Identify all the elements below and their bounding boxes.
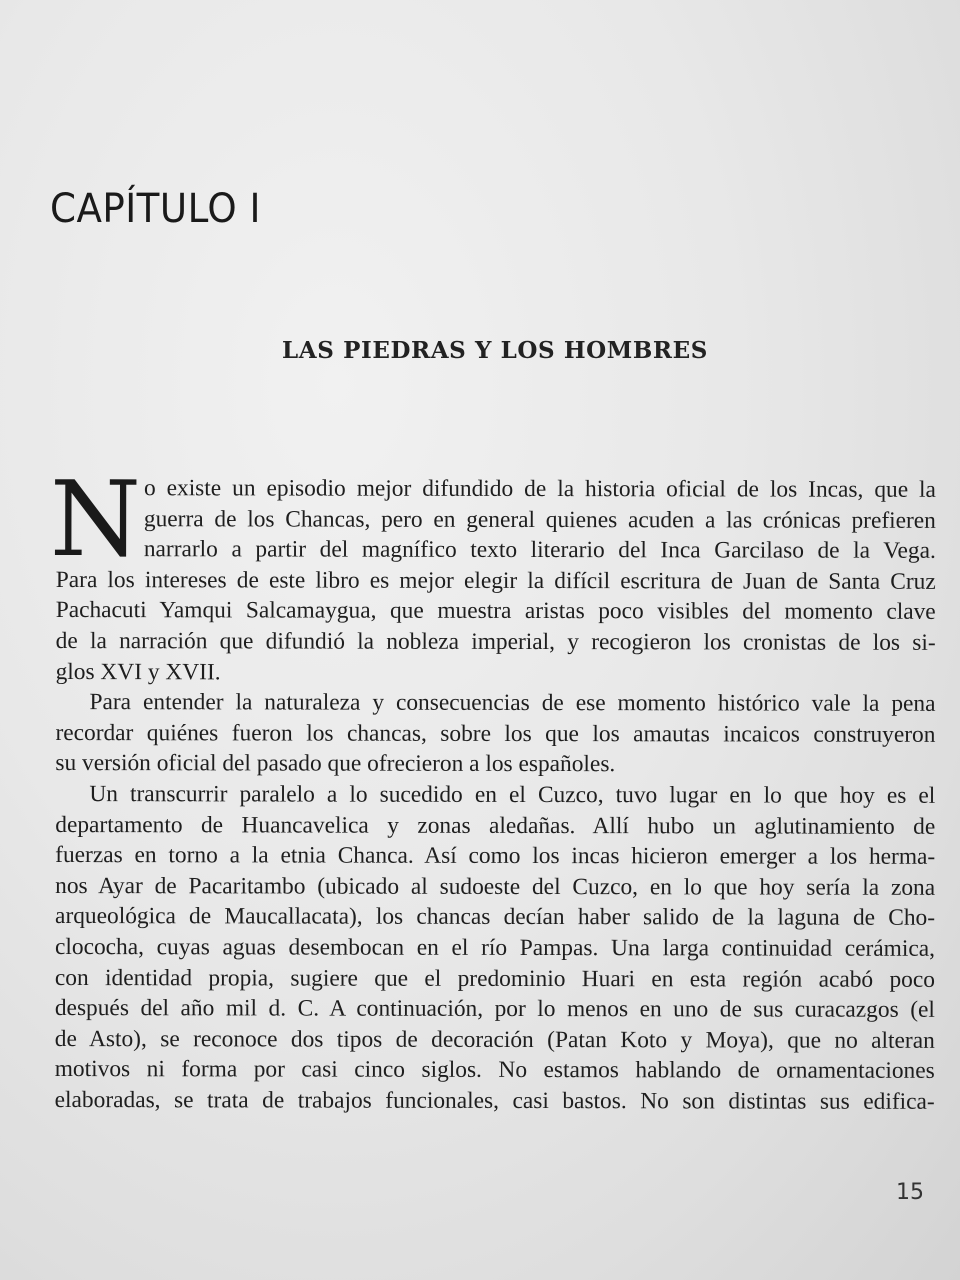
text-line: después del año mil d. C. A continuación, por lo menos en uno de sus curacazgos (el <box>54 995 935 1023</box>
text-line: o existe un episodio mejor difundido de la historia oficial de los Incas, que la <box>143 475 936 503</box>
text-line: con identidad propia, sugiere que el predominio Huari en esta región acabó poco <box>54 964 935 993</box>
text-line: motivos ni forma por casi cinco siglos. No estamos hablando de ornamentaciones <box>54 1056 935 1085</box>
text-line: guerra de los Chancas, pero en general quienes acuden a las crónicas prefieren <box>143 505 936 534</box>
paragraph-1 <box>49 457 936 689</box>
text-line: glos XVI y XVII. <box>55 658 221 685</box>
text-line: recordar quiénes fueron los chancas, sobre los que los amautas incaicos construyeron <box>55 719 936 748</box>
section-title: LAS PIEDRAS Y LOS HOMBRES <box>282 337 708 364</box>
text-line: narrarlo a partir del magnífico texto literario del Inca Garcilaso de la Vega. <box>143 536 936 565</box>
paragraph-3 <box>55 779 936 1117</box>
text-line: Pachacuti Yamqui Salcamaygua, que muestra aristas poco visibles del momento clave <box>55 597 936 626</box>
text-line: arqueológica de Maucallacata), los chancas decían haber salido de la laguna de Cho- <box>55 903 936 932</box>
text-line: Un transcurrir paralelo a lo sucedido en el Cuzco, tuvo lugar en lo que hoy es el <box>89 781 936 809</box>
text-line: de Asto), se reconoce dos tipos de decoración (Patan Koto y Moya), que no alteran <box>54 1025 935 1054</box>
text-line: Para entender la naturaleza y consecuencias de ese momento histórico vale la pena <box>89 689 936 717</box>
drop-cap: N <box>49 457 142 581</box>
text-line: departamento de Huancavelica y zonas aledañas. Allí hubo un aglutinamiento de <box>55 811 936 840</box>
text-line: elaboradas, se trata de trabajos funcionales, casi bastos. No son distintas sus edifica- <box>54 1086 935 1115</box>
chapter-title: CAPÍTULO I <box>50 186 261 232</box>
text-line: fuerzas en torno a la etnia Chanca. Así como los incas hicieron emerger a los herma- <box>55 842 936 870</box>
paragraph-2 <box>55 687 935 781</box>
text-line: su versión oficial del pasado que ofrecieron a los españoles. <box>55 750 616 778</box>
text-line: nos Ayar de Pacaritambo (ubicado al sudoeste del Cuzco, en lo que hoy sería la zona <box>55 872 936 901</box>
text-line: clococha, cuyas aguas desembocan en el río Pampas. Una larga continuidad cerámica, <box>54 933 936 962</box>
page-number: 15 <box>896 1180 924 1205</box>
text-line: Para los intereses de este libro es mejor elegir la difícil escritura de Juan de Santa Cruz <box>55 566 936 595</box>
body-text <box>49 457 936 1117</box>
text-line: de la narración que difundió la nobleza imperial, y recogieron los cronistas de los si- <box>55 627 936 656</box>
